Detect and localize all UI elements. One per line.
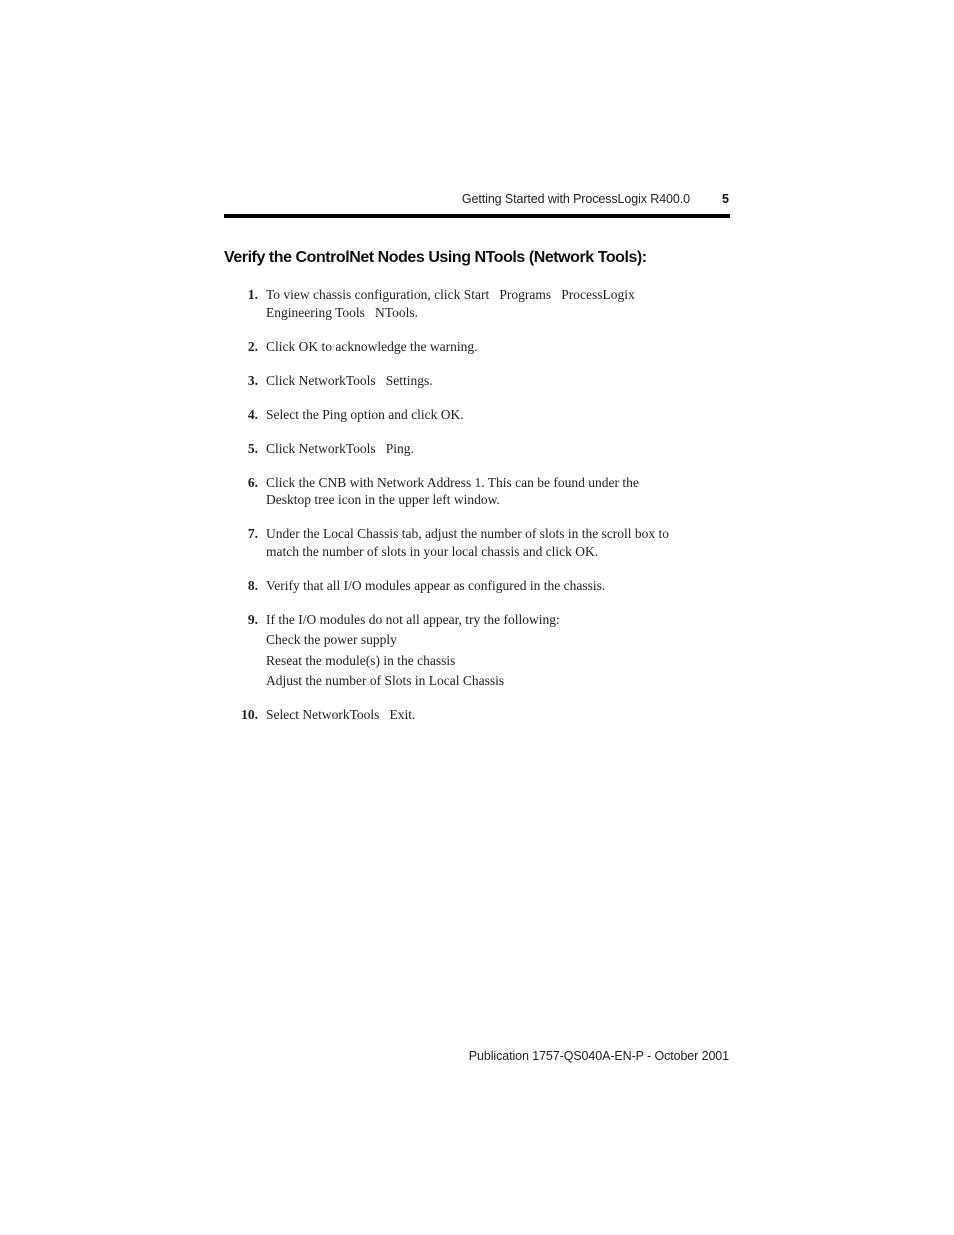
step-text-line: Click OK to acknowledge the warning. bbox=[266, 338, 478, 354]
sub-item: Reseat the module(s) in the chassis bbox=[266, 652, 456, 668]
step-number: 4. bbox=[247, 406, 258, 422]
list-item-step-5 bbox=[226, 440, 726, 458]
list-item-step-8 bbox=[226, 577, 726, 595]
step-text-line: Select the Ping option and click OK. bbox=[266, 406, 464, 422]
list-item-step-4 bbox=[226, 406, 726, 424]
step-number: 6. bbox=[247, 474, 258, 490]
step-number: 8. bbox=[247, 577, 258, 593]
step-number: 2. bbox=[247, 338, 258, 354]
step-number: 9. bbox=[247, 611, 258, 627]
step-number: 1. bbox=[247, 287, 258, 302]
list-item-step-1 bbox=[226, 286, 726, 321]
step-list bbox=[226, 286, 726, 740]
list-item-step-9 bbox=[226, 611, 726, 690]
step-number: 5. bbox=[247, 440, 258, 456]
step-text-line: To view chassis configuration, click Start Programs ProcessLogix bbox=[266, 287, 635, 302]
list-item-step-10 bbox=[226, 706, 726, 724]
header-rule bbox=[224, 214, 730, 218]
step-number: 10. bbox=[241, 707, 258, 722]
step-text-line: Click the CNB with Network Address 1. This can be found under the bbox=[266, 474, 639, 490]
step-text-line: Click NetworkTools Ping. bbox=[266, 440, 414, 456]
step-text-line: Click NetworkTools Settings. bbox=[266, 372, 433, 388]
list-item-step-7 bbox=[226, 525, 726, 560]
step-text-line: If the I/O modules do not all appear, try the following: bbox=[266, 611, 560, 627]
step-number: 3. bbox=[247, 372, 258, 388]
step-text-line: Under the Local Chassis tab, adjust the number of slots in the scroll box to bbox=[266, 526, 670, 541]
step-text-line: match the number of slots in your local chassis and click OK. bbox=[266, 543, 599, 559]
sub-item: Adjust the number of Slots in Local Chassis bbox=[266, 673, 505, 688]
step-text-line: Verify that all I/O modules appear as configured in the chassis. bbox=[266, 577, 606, 593]
section-title: Verify the ControlNet Nodes Using NTools (Network Tools): bbox=[224, 249, 647, 266]
list-item-step-3 bbox=[226, 372, 726, 390]
list-item-step-6 bbox=[226, 474, 726, 509]
running-header: Getting Started with ProcessLogix R400.0 bbox=[461, 192, 690, 206]
publication-footer: Publication 1757-QS040A-EN-P - October 2001 bbox=[468, 1049, 729, 1063]
page-number: 5 bbox=[722, 192, 729, 206]
sub-item: Check the power supply bbox=[266, 632, 397, 647]
step-text-line: Desktop tree icon in the upper left window. bbox=[266, 492, 500, 507]
step-number: 7. bbox=[247, 526, 258, 541]
step-text-line: Engineering Tools NTools. bbox=[266, 304, 418, 320]
step-text-line: Select NetworkTools Exit. bbox=[266, 707, 416, 722]
list-item-step-2 bbox=[226, 338, 726, 356]
